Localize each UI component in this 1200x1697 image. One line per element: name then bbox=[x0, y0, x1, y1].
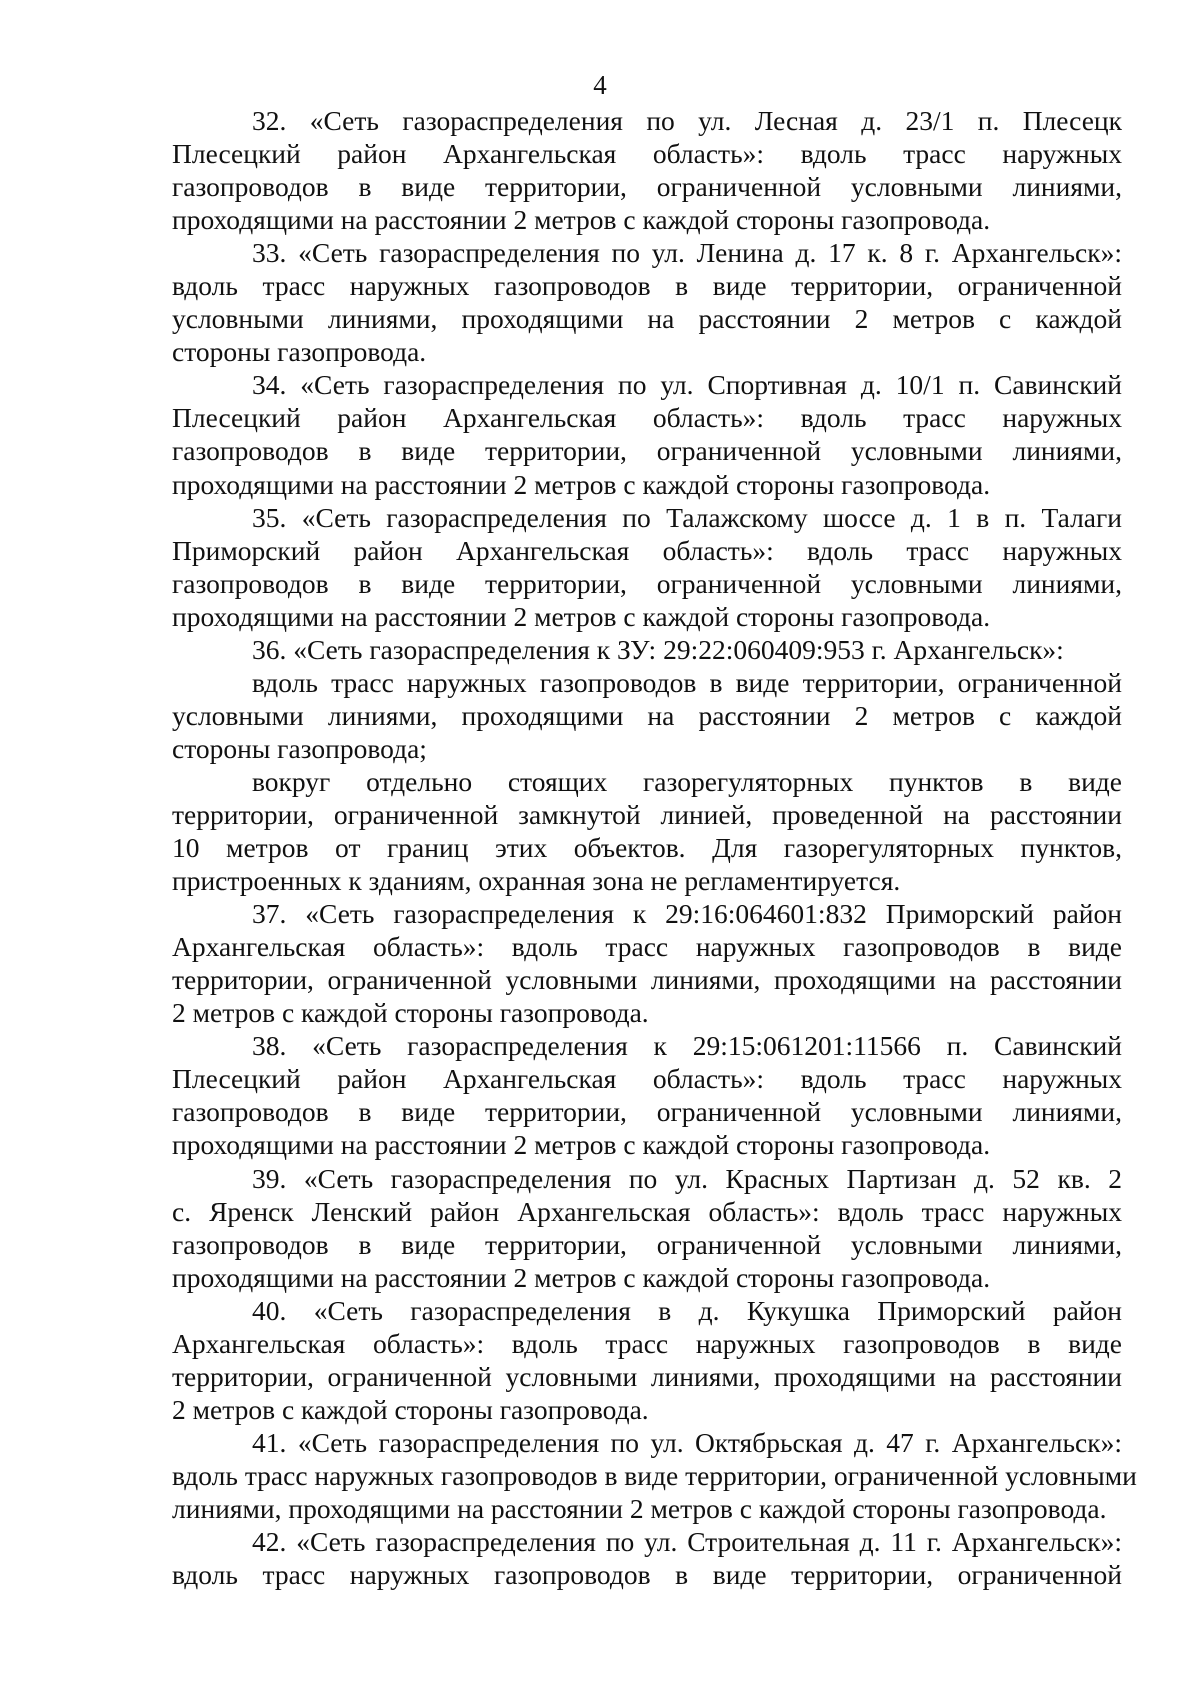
text-line: 32. «Сеть газораспределения по ул. Лесная д. 23/1 п. Плесецк bbox=[252, 105, 1122, 136]
text-line: 36. «Сеть газораспределения к ЗУ: 29:22:060409:953 г. Архангельск»: bbox=[252, 633, 1064, 665]
text-line: вдоль трасс наружных газопроводов в виде территории, ограниченной bbox=[172, 270, 1122, 302]
text-line: 10 метров от границ этих объектов. Для газорегуляторных пунктов, bbox=[172, 832, 1122, 864]
page-number: 4 bbox=[593, 70, 607, 100]
text-line: вокруг отдельно стоящих газорегуляторных пунктов в виде bbox=[252, 765, 1122, 797]
text-line: газопроводов в виде территории, ограниченной условными линиями, bbox=[172, 435, 1122, 467]
text-line: проходящими на расстоянии 2 метров с каждой стороны газопровода. bbox=[172, 600, 991, 632]
text-line: стороны газопровода. bbox=[172, 336, 427, 368]
text-line: 39. «Сеть газораспределения по ул. Красных Партизан д. 52 кв. 2 bbox=[252, 1162, 1122, 1194]
text-line: Приморский район Архангельская область»: вдоль трасс наружных bbox=[172, 534, 1122, 566]
text-line: 37. «Сеть газораспределения к 29:16:064601:832 Приморский район bbox=[252, 898, 1122, 930]
text-line: 2 метров с каждой стороны газопровода. bbox=[172, 997, 649, 1029]
text-line: 33. «Сеть газораспределения по ул. Ленина д. 17 к. 8 г. Архангельск»: bbox=[252, 237, 1122, 269]
text-line: проходящими на расстоянии 2 метров с каждой стороны газопровода. bbox=[172, 204, 991, 236]
text-line: 42. «Сеть газораспределения по ул. Строительная д. 11 г. Архангельск»: bbox=[252, 1526, 1122, 1558]
text-line: вдоль трасс наружных газопроводов в виде территории, ограниченной условными bbox=[172, 1459, 1137, 1491]
text-line: вдоль трасс наружных газопроводов в виде территории, ограниченной bbox=[172, 1559, 1122, 1591]
document-body bbox=[172, 104, 1137, 1591]
text-line: проходящими на расстоянии 2 метров с каждой стороны газопровода. bbox=[172, 468, 991, 500]
text-line: газопроводов в виде территории, ограниченной условными линиями, bbox=[172, 1228, 1122, 1260]
text-line: газопроводов в виде территории, ограниченной условными линиями, bbox=[172, 171, 1122, 203]
text-line: 34. «Сеть газораспределения по ул. Спортивная д. 10/1 п. Савинский bbox=[252, 369, 1122, 401]
text-line: условными линиями, проходящими на расстоянии 2 метров с каждой bbox=[172, 303, 1122, 335]
text-line: газопроводов в виде территории, ограниченной условными линиями, bbox=[172, 1096, 1122, 1128]
text-line: 38. «Сеть газораспределения к 29:15:061201:11566 п. Савинский bbox=[252, 1030, 1122, 1062]
text-line: 40. «Сеть газораспределения в д. Кукушка Приморский район bbox=[252, 1294, 1122, 1326]
text-line: 35. «Сеть газораспределения по Талажскому шоссе д. 1 в п. Талаги bbox=[252, 501, 1122, 533]
text-line: территории, ограниченной замкнутой линией, проведенной на расстоянии bbox=[172, 798, 1122, 830]
text-line: условными линиями, проходящими на расстоянии 2 метров с каждой bbox=[172, 699, 1122, 731]
text-line: 2 метров с каждой стороны газопровода. bbox=[172, 1393, 649, 1425]
text-line: с. Яренск Ленский район Архангельская область»: вдоль трасс наружных bbox=[172, 1195, 1122, 1227]
text-line: газопроводов в виде территории, ограниченной условными линиями, bbox=[172, 567, 1122, 599]
text-line: Плесецкий район Архангельская область»: вдоль трасс наружных bbox=[172, 1063, 1122, 1095]
text-line: стороны газопровода; bbox=[172, 732, 427, 764]
text-line: 41. «Сеть газораспределения по ул. Октябрьская д. 47 г. Архангельск»: bbox=[252, 1426, 1122, 1458]
text-line: пристроенных к зданиям, охранная зона не регламентируется. bbox=[172, 865, 901, 897]
text-line: территории, ограниченной условными линиями, проходящими на расстоянии bbox=[172, 964, 1122, 996]
text-line: территории, ограниченной условными линиями, проходящими на расстоянии bbox=[172, 1360, 1122, 1392]
text-line: Плесецкий район Архангельская область»: вдоль трасс наружных bbox=[172, 138, 1122, 170]
text-line: Плесецкий район Архангельская область»: вдоль трасс наружных bbox=[172, 402, 1122, 434]
text-line: проходящими на расстоянии 2 метров с каждой стороны газопровода. bbox=[172, 1261, 991, 1293]
text-line: линиями, проходящими на расстоянии 2 метров с каждой стороны газопровода. bbox=[172, 1492, 1107, 1524]
text-line: Архангельская область»: вдоль трасс наружных газопроводов в виде bbox=[172, 931, 1122, 963]
text-line: вдоль трасс наружных газопроводов в виде территории, ограниченной bbox=[252, 666, 1122, 698]
text-line: проходящими на расстоянии 2 метров с каждой стороны газопровода. bbox=[172, 1129, 991, 1161]
text-line: Архангельская область»: вдоль трасс наружных газопроводов в виде bbox=[172, 1327, 1122, 1359]
